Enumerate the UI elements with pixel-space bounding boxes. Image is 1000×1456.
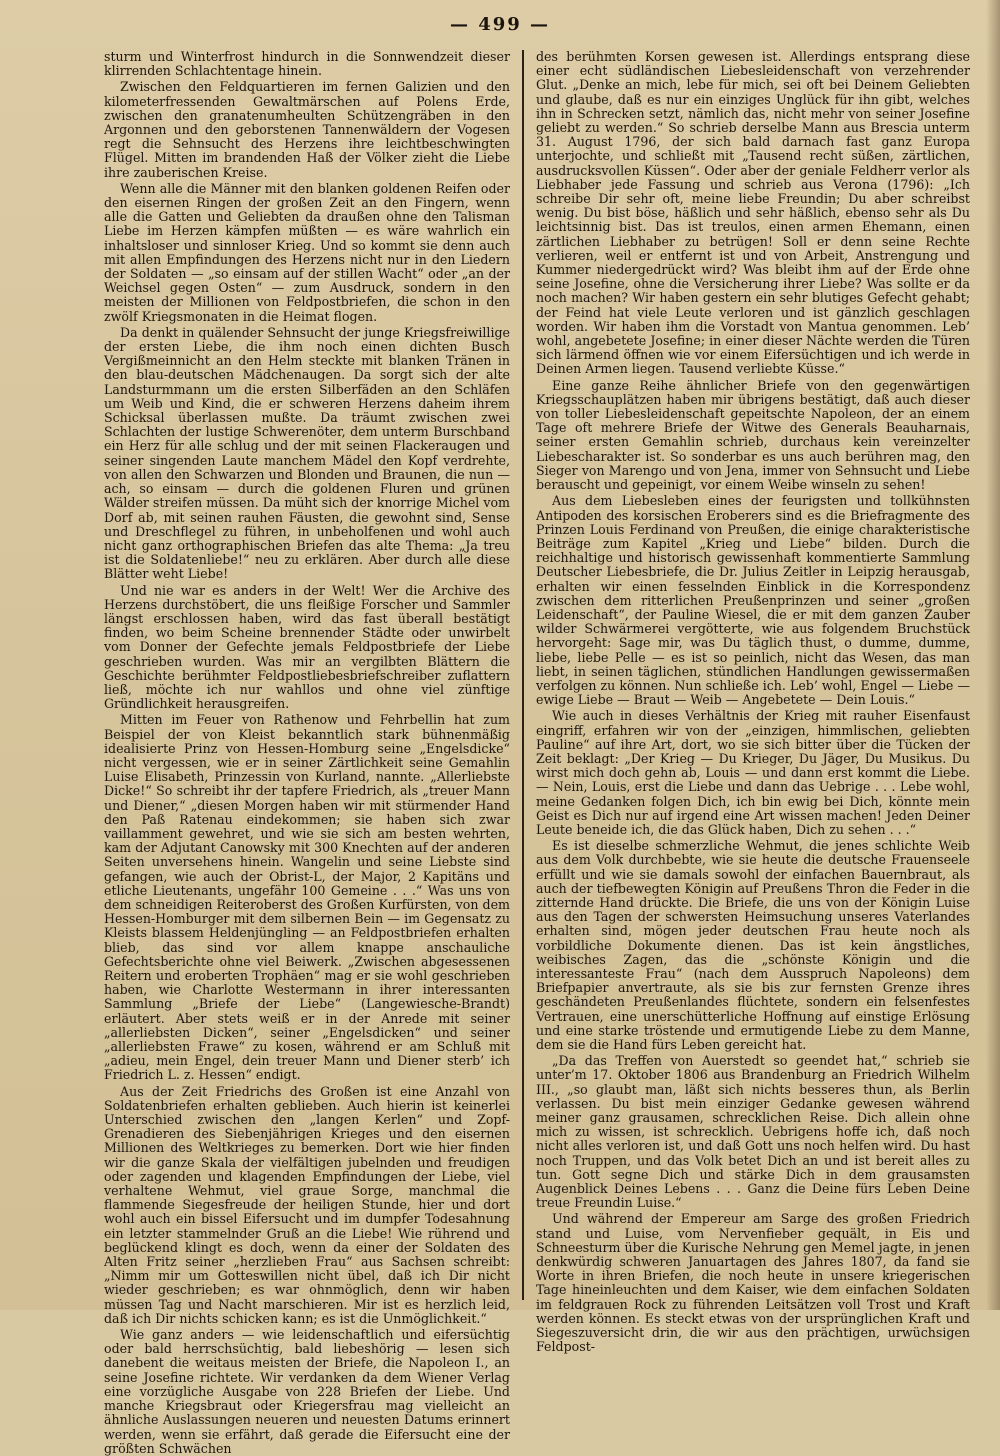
right-column <box>536 49 970 1355</box>
paragraph: Aus der Zeit Friedrichs des Großen ist eine Anzahl von Soldatenbriefen erhalten geblieben. Auch hierin ist keinerlei Unterschied zwischen den „langen Kerlen“ und Zopf-Grenadieren des Siebenjährigen Krieges und den eisernen Millionen des Weltkrieges zu bemerken. Dort wie hier finden wir die ganze Skala der vielfältigen jubelnden und freudigen oder zagenden und klagenden Empfindungen der Liebe, viel verhaltene Wehmut, viel graue Sorge, manchmal die flammende Siegesfreude der heiligen Stunde, hier und dort wohl auch ein bissel Eifersucht und im dumpfer Todesahnung ein letzter stammelnder Gruß an die Liebe! Wie rührend und beglückend klingt es doch, wenn da einer der Soldaten des Alten Fritz seiner „herzlieben Frau“ aus Sachsen schreibt: „Nimm mir um Gotteswillen nicht übel, daß ich Dir nicht wieder geschrieben; es war ohnmöglich, denn wir haben müssen Tag und Nacht marschieren. Mir ist es herzlich leid, daß ich Dir nichts schicken kann; es ist die Unmöglichkeit.“ <box>104 1083 510 1326</box>
page-number: — 499 — <box>449 14 551 35</box>
paragraph: Mitten im Feuer von Rathenow und Fehrbellin hat zum Beispiel der von Kleist bekanntlich stark bühnenmäßig idealisierte Prinz von Hessen-Homburg seine „Engelsdicke“ nicht vergessen, wie er in seiner Zärtlichkeit seine Gemahlin Luise Elisabeth, Prinzessin von Kurland, nannte. „Allerliebste Dicke!“ So schreibt ihr der tapfere Friedrich, als „treuer Mann und Diener,“ „diesen Morgen haben wir mit stürmender Hand den Paß Ratenau eindekommen; sie haben sich zwar vaillamment gewehret, und wie sie sich am besten wehrten, kam der Adjutant Canowsky mit 300 Knechten auf der anderen Seiten unversehens hinein. Wangelin und seine Liebste sind gefangen, wie auch der Obrist-L, der Major, 2 Kapitäns und etliche Lieutenants, ungefähr 100 Gemeine . . .“ Was uns von dem schneidigen Reiteroberst des Großen Kurfürsten, von dem Hessen-Homburger mit dem silbernen Bein — im Gegensatz zu Kleists blassem Heldenjüngling — an Feldpostbriefen erhalten blieb, das sind vor allem knappe anschauliche Gefechtsberichte ohne viel Beiwerk. „Zwischen abgesessenen Reitern und eroberten Trophäen“ mag er sie wohl geschrieben haben, wie Charlotte Westermann in ihrer interessanten Sammlung „Briefe der Liebe“ (Langewiesche-Brandt) erläutert. Aber stets weiß er in der Anrede mit seiner „allerliebsten Dicken“, seiner „Engelsdicken“ und seiner „allerliebsten Frawe“ zu kosen, während er am Schluß mit „adieu, mein Engel, dein treuer Mann und Diener sterb’ ich Friedrich L. z. Hessen“ endigt. <box>104 712 510 1083</box>
paragraph: Wie auch in dieses Verhältnis der Krieg mit rauher Eisenfaust eingriff, erfahren wir von der „einzigen, himmlischen, geliebten Pauline“ auf ihre Art, dort, wo sie sich bitter über die Tücken der Zeit beklagt: „Der Krieg — Du Krieger, Du Jäger, Du Musikus. Du wirst mich doch gehn ab, Louis — und dann erst kommt die Liebe. — Nein, Louis, erst die Liebe und dann das Uebrige . . . Lebe wohl, meine Gedanken folgen Dich, ich bin ewig bei Dich, könnte mein Geist es Dich nur auf irgend eine Art wissen machen! Jeden Deiner Leute beneide ich, die das Glück haben, Dich zu sehen . . .“ <box>536 708 970 837</box>
paragraph: Wie ganz anders — wie leidenschaftlich und eifersüchtig oder bald herrschsüchtig, bald liebeshörig — lesen sich danebent die weitaus meisten der Briefe, die Napoleon I., an seine Josefine richtete. Wir verdanken da dem Wiener Verlag eine vorzügliche Ausgabe von 228 Briefen der Liebe. Und manche Kriegsbraut oder Kriegersfrau mag vielleicht an ähnliche Auslassungen neueren und neuesten Datums erinnert werden, wenn sie erfährt, daß gerade die Eifersucht eine der größten Schwächen <box>104 1327 510 1456</box>
paragraph: Zwischen den Feldquartieren im fernen Galizien und den kilometerfressenden Gewaltmärschen auf Polens Erde, zwischen den granatenumheulten Schützengräben in den Argonnen und den geborstenen Tannenwäldern der Vogesen regt die Sehnsucht des Herzens ihre leichtbeschwingten Flügel. Mitten im brandenden Haß der Völker zieht die Liebe ihre zauberischen Kreise. <box>104 79 510 180</box>
column-divider <box>522 50 524 1300</box>
paragraph: „Da das Treffen von Auerstedt so geendet hat,“ schrieb sie unter’m 17. Oktober 1806 aus Brandenburg an Friedrich Wilhelm III., „so glaubt man, läßt sich nichts besseres thun, als Berlin verlassen. Du bist mein einziger Gedanke gewesen während meiner ganz grausamen, schrecklichen Reise. Dich allein ohne mich zu wissen, ist schrecklich. Uebrigens hoffe ich, daß noch nicht alles verloren ist, und daß Gott uns noch helfen wird. Du hast noch Truppen, und das Volk betet Dich an und ist bereit alles zu tun. Gott segne Dich und stärke Dich in dem grausamsten Augenblick Deines Lebens . . . Ganz die Deine fürs Leben Deine treue Freundin Luise.“ <box>536 1053 970 1211</box>
paragraph: Eine ganze Reihe ähnlicher Briefe von den gegenwärtigen Kriegsschauplätzen haben mir übrigens bestätigt, daß auch dieser von toller Liebesleidenschaft gepeitschte Napoleon, der an einem Tage oft mehrere Briefe der Witwe des Generals Beauharnais, seiner ersten Gemahlin schrieb, durchaus kein vereinzelter Liebescharakter ist. So sonderbar es uns auch berühren mag, den Sieger von Marengo und von Jena, immer von Sehnsucht und Liebe berauscht und gepeinigt, vor einem Weibe winseln zu sehen! <box>536 377 970 493</box>
paragraph: Und nie war es anders in der Welt! Wer die Archive des Herzens durchstöbert, die uns fleißige Forscher und Sammler längst erschlossen haben, wird das fast überall bestätigt finden, wo beim Scheine brennender Städte oder unwirbelt vom Donner der Gefechte jemals Feldpostbriefe der Liebe geschrieben wurden. Was mir an vergilbten Blättern die Geschichte berühmter Feldpostliebesbriefschreiber zuflattern ließ, möchte ich nur wahllos und ohne viel zünftige Gründlichkeit herausgreifen. <box>104 582 510 712</box>
paragraph: des berühmten Korsen gewesen ist. Allerdings entsprang diese einer echt südländischen Liebesleidenschaft von verzehrender Glut. „Denke an mich, lebe für mich, sei oft bei Deinem Geliebten und glaube, daß es nur ein einziges Unglück für ihn gibt, welches ihn in Schrecken setzt, nämlich das, nicht mehr von seiner Josefine geliebt zu werden.“ So schrieb derselbe Mann aus Brescia unterm 31. August 1796, der sich bald darnach fast ganz Europa unterjochte, und schließt mit „Tausend recht süßen, zärtlichen, ausdrucksvollen Küssen“. Oder aber der geniale Feldherr verlor als Liebhaber jede Fassung und schrieb aus Verona (1796): „Ich schreibe Dir sehr oft, meine liebe Freundin; Du aber schreibst wenig. Du bist böse, häßlich und sehr häßlich, ebenso sehr als Du leichtsinnig bist. Das ist treulos, einen armen Ehemann, einen zärtlichen Liebhaber zu betrügen! Soll er denn seine Rechte verlieren, weil er entfernt ist und von Arbeit, Anstrengung und Kummer niedergedrückt wird? Was bleibt ihm auf der Erde ohne seine Josefine, ohne die Versicherung ihrer Liebe? Was sollte er da noch machen? Wir haben gestern ein sehr blutiges Gefecht gehabt; der Feind hat viele Leute verloren und ist gänzlich geschlagen worden. Wir haben ihm die Vorstadt von Mantua genommen. Leb’ wohl, angebetete Josefine; in einer dieser Nächte werden die Türen sich lärmend öffnen wie vor einem Eifersüchtigen und ich werde in Deinen Armen liegen. Tausend verliebte Küsse.“ <box>536 49 970 377</box>
paragraph: Aus dem Liebesleben eines der feurigsten und tollkühnsten Antipoden des korsischen Eroberers sind es die Briefragmente des Prinzen Louis Ferdinand von Preußen, die einige charakteristische Beiträge zum Kapitel „Krieg und Liebe“ bilden. Durch die reichhaltige und historisch gewissenhaft kommentierte Sammlung Deutscher Liebesbriefe, die Dr. Julius Zeitler in Leipzig herausgab, erhalten wir einen fesselnden Einblick in die Korrespondenz zwischen dem ritterlichen Preußenprinzen und seiner „großen Leidenschaft“, der Pauline Wiesel, die er mit dem ganzen Zauber wilder Schwärmerei vergötterte, wie aus folgendem Bruchstück hervorgeht: Sage mir, was Du täglich thust, o dumme, dumme, liebe, liebe Pelle — es ist so peinlich, nicht das Wesen, das man liebt, in seinen täglichen, stündlichen Handlungen gewissermaßen verfolgen zu können. Nun schließe ich. Leb’ wohl, Engel — Liebe — ewige Liebe — Braut — Weib — Angebetete — Dein Louis.“ <box>536 493 970 708</box>
paragraph: Da denkt in quälender Sehnsucht der junge Kriegsfreiwillige der ersten Liebe, die ihm noch einen dichten Busch Vergißmeinnicht an den Helm steckte mit blanken Tränen in den blau-deutschen Mädchenaugen. Da sorgt sich der alte Landsturmmann um die ersten Silberfäden an den Schläfen um Weib und Kind, die er schweren Herzens daheim ihrem Schicksal überlassen mußte. Da träumt zwischen zwei Schlachten der lustige Schwerenöter, dem unterm Burschband ein Herz für alle schlug und der mit seinen Flackeraugen und seiner singenden Laute manchem Mädel den Kopf verdrehte, von allen den Schwarzen und Blonden und Braunen, die nun — ach, so einsam — durch die goldenen Fluren und grünen Wälder streifen müssen. Da müht sich der knorrige Michel vom Dorf ab, mit seinen rauhen Fäusten, die gewohnt sind, Sense und Dreschflegel zu führen, in unbeholfenen und wohl auch nicht ganz orthographischen Briefen das alte Thema: „Ja treu ist die Soldatenliebe!“ neu zu erklären. Aber durch alle diese Blätter weht Liebe! <box>104 324 510 582</box>
paragraph: Wenn alle die Männer mit den blanken goldenen Reifen oder den eisernen Ringen der großen Zeit an den Fingern, wenn alle die Gatten und Geliebten da draußen ohne den Talisman Liebe im Herzen kämpfen müßten — es wäre wahrlich ein inhaltsloser und sinnloser Krieg. Und so kommt sie denn auch mit allen Empfindungen des Herzens nicht nur in den Liedern der Soldaten — „so einsam auf der stillen Wacht“ oder „an der Weichsel gegen Osten“ — zum Ausdruck, sondern in den meisten der Millionen von Feldpostbriefen, die schon in den zwölf Kriegsmonaten in die Heimat flogen. <box>104 180 510 324</box>
paragraph: Es ist dieselbe schmerzliche Wehmut, die jenes schlichte Weib aus dem Volk durchbebte, wie sie heute die deutsche Frauenseele erfüllt und wie sie damals sowohl der einfachen Bauernbraut, als auch der tiefbewegten Königin auf Preußens Thron die Feder in die zitternde Hand drückte. Die Briefe, die uns von der Königin Luise aus den Tagen der schwersten Heimsuchung unseres Vaterlandes erhalten sind, mögen jeder deutschen Frau heute noch als vorbildliche Dokumente dienen. Das ist kein ängstliches, weibisches Zagen, das die „schönste Königin und die interessanteste Frau“ (nach dem Ausspruch Napoleons) dem Briefpapier anvertraute, als sie bis zur fernsten Grenze ihres geschändeten Preußenlandes flüchtete, sondern ein felsenfestes Vertrauen, eine unerschütterliche Hoffnung auf einstige Erlösung und eine starke tröstende und ermutigende Liebe zu dem Manne, dem sie die Hand fürs Leben gereicht hat. <box>536 838 970 1053</box>
paragraph: Und während der Empereur am Sarge des großen Friedrich stand und Luise, vom Nervenfieber gequält, in Eis und Schneesturm über die Kurische Nehrung gen Memel jagte, in jenen denkwürdig schweren Januartagen des Jahres 1807, da fand sie Worte in ihren Briefen, die noch heute in unsere kriegerischen Tage hineinleuchten und dem Kaiser, wie dem einfachen Soldaten im feldgrauen Rock zu führenden Leitsätzen voll Trost und Kraft werden können. Es steckt etwas von der ursprünglichen Kraft und Siegeszuversicht drin, die wir aus den prächtigen, urwüchsigen Feldpost- <box>536 1211 970 1355</box>
left-column <box>104 49 510 1456</box>
paragraph: sturm und Winterfrost hindurch in die Sonnwendzeit dieser klirrenden Schlachtentage hinein. <box>104 49 510 79</box>
